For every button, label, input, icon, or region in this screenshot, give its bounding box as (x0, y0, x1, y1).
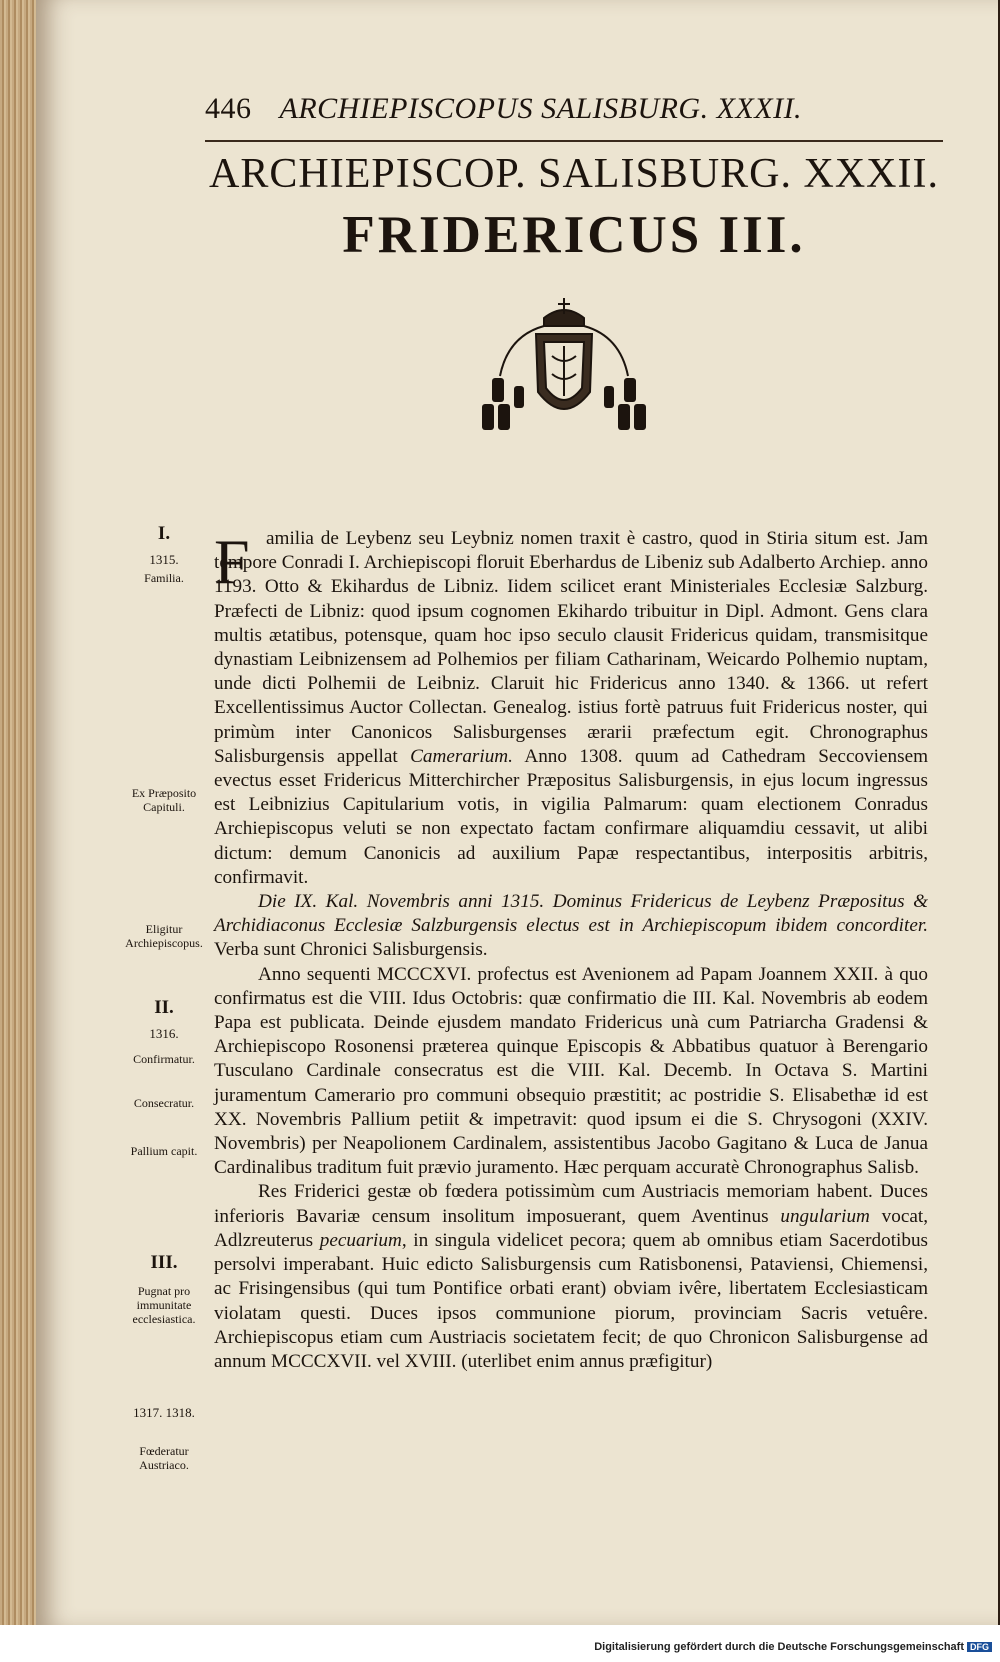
margin-section-number: III. (150, 1252, 178, 1273)
margin-year: 1316. (149, 1026, 179, 1041)
body-text (214, 527, 928, 1374)
margin-section-number: II. (154, 997, 174, 1018)
margin-note: Pallium capit. (130, 1144, 198, 1158)
drop-cap: F (214, 526, 250, 597)
italic-term: Camerarium. (410, 745, 513, 767)
chapter-subtitle: FRIDERICUS III. (342, 206, 806, 264)
paragraph-1: amilia de Leybenz seu Leybniz nomen traxit è castro, quod in Stiria situm est. Jam tempore Conradi I. Archiepiscopi floruit Eberhardus de Libeniz sub Adalberto Archiep. anno 1193. Otto & Ekihardus de Libniz. Iidem scilicet erant Ministeriales Ecclesiæ Salzburg. Præfecti de Libniz: quod ipsum cognomen Ekihardo tribuitur in Dipl. Admont. Gens clara multis ætatibus, potensque, quam hoc ipso seculo clausit Fridericus quidam, transmisitque dynastiam Leibnizensem ad Polhemios per filiam Catharinam, Weicardo Polhemio nuptam, unde dicti Polhemii de Leibniz. Claruit hic Fridericus anno 1340. & 1366. ut refert Excellentissimus Auctor Collectan. Genealog. istius fortè patruus fuit Fridericus noster, qui primùm inter Canonicos Salisburgenses ærarii præfectum egit. Chronographus Salisburgensis appellat Camerarium. Anno 1308. quum ad Cathedram Seccoviensem evectus esset Fridericus Mitterchircher Præpositus Salisburgensis, in ejus locum ingressus est Leibnizius Capitularium votis, in vigilia Palmarum: quam electionem Conradus Archiepiscopus veluti se non expectato factam confirmare aliquamdiu cessavit, ut alibi dictum: demum Canonicis ad auxilium Papæ respectantibus, interpositis arbitris, confirmavit. (214, 528, 929, 888)
paragraph-3: Anno sequenti MCCCXVI. profectus est Avenionem ad Papam Joannem XXII. à quo confirmatus est die VIII. Idus Octobris: quæ confirmatio die III. Kal. Novembris ab eodem Papa est publicata. Deinde ejusdem mandato Fridericus unà cum Patriarcha Gradensi & Archiepiscopo Rosonensi præterea quinque Episcopis & Abbatibus quatuor à Berengario Tusculano Cardinale consecratus est die VIII. Kal. Decemb. In Octava S. Martini juramentum Camerario pro communi obsequio præstitit; ac postridie S. Elisabethæ id est XX. Novembris Pallium petiit & impetravit: quod ipsum ei die S. Chrysogoni (XXIV. Novembris) per Neapolionem Cardinalem, assistentibus Jacobo Gagitano & Luca de Janua Cardinalibus traditum fuit prævio juramento. Hæc perquam accuratè Chronographus Salisb. (214, 963, 928, 1179)
paragraph-4: Res Friderici gestæ ob fœdera potissimùm cum Austriacis memoriam habent. Duces inferioris Bavariæ censum insolitum imposuerant, quem Aventinus ungularium vocat, Adlzreuterus pecuarium, in singula videlicet pecora; quem ab omnibus etiam Sacerdotibus persolvi imperabant. Huic edicto Salisburgensis cum Ratisbonensi, Pataviensi, Chiemensi, ac Frisingensibus (qui tum Pontifice orbati erant) obviam ivêre, libertatem Ecclesiasticam violatam questi. Duces ipsos communione piorum, provinciam Sacris vetuêre. Archiepiscopus etiam cum Austriacis societatem fecit; de quo Chronicon Salisburgense ad annum MCCCXVII. vel XVIII. (uterlibet enim annus præfigitur) (214, 1181, 929, 1372)
episcopal-coat-of-arms-icon (478, 296, 651, 448)
book-spine-edge (0, 0, 36, 1625)
page-number: 446 (205, 92, 252, 125)
margin-note: Consecratur. (133, 1096, 195, 1110)
funding-credit: Digitalisierung gefördert durch die Deutsche Forschungsgemeinschaft DFG (594, 1641, 992, 1653)
margin-note: Pugnat pro immunitate ecclesiastica. (132, 1284, 196, 1326)
dfg-logo-icon: DFG (967, 1642, 992, 1652)
running-header (205, 92, 802, 126)
margin-year: 1317. 1318. (133, 1405, 195, 1420)
margin-note: Familia. (144, 571, 184, 585)
running-title: ARCHIEPISCOPUS SALISBURG. XXXII. (279, 92, 803, 125)
header-rule (205, 140, 943, 142)
margin-year: 1315. (149, 552, 179, 567)
margin-note: Fœderatur Austriaco. (139, 1444, 189, 1472)
chapter-title: ARCHIEPISCOP. SALISBURG. XXXII. (209, 151, 939, 197)
paragraph-2: Die IX. Kal. Novembris anni 1315. Dominus Fridericus de Leybenz Præpositus & Archidiaconus Ecclesiæ Salzburgensis electus est in Archiepiscopum ibidem concorditer. Verba sunt Chronici Salisburgensis. (214, 891, 928, 961)
margin-note: Ex Præposito Capituli. (131, 786, 197, 814)
margin-section-number: I. (157, 523, 171, 544)
margin-note: Eligitur Archiepiscopus. (125, 922, 203, 950)
margin-note: Confirmatur. (133, 1052, 195, 1066)
